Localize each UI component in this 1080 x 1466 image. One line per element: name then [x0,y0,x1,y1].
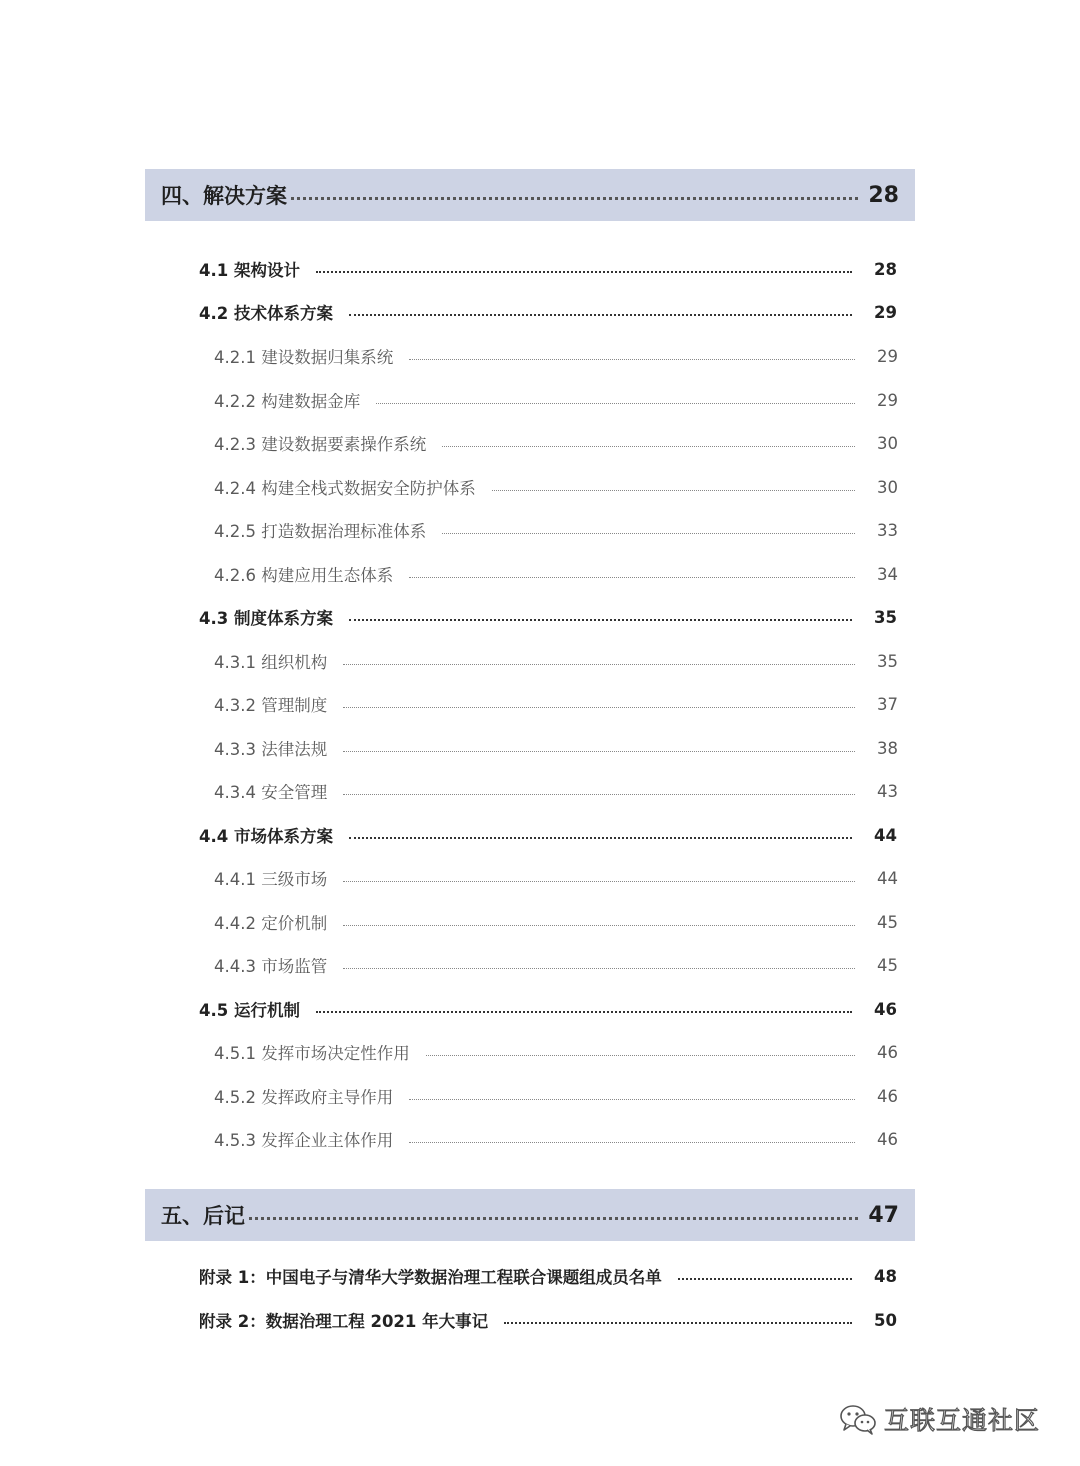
page-number: 46 [877,1129,898,1149]
dot-leader [343,881,855,882]
toc-entry-4-5[interactable] [199,995,897,1023]
toc-entry-4-2-3[interactable] [214,429,898,457]
toc-entry-4-2-4[interactable] [214,473,898,501]
page-number: 44 [877,868,898,888]
page-number: 46 [877,1086,898,1106]
page-number: 44 [874,825,897,845]
dot-leader [343,664,855,665]
page-number: 30 [877,477,898,497]
dot-leader [376,403,855,404]
entry-title: 4.2.6 构建应用生态体系 [214,566,394,585]
page-number: 45 [877,955,898,975]
toc-entry-4-2-1[interactable] [214,342,898,370]
chapter-title: 四、解决方案 [161,184,287,208]
entry-title: 4.3.2 管理制度 [214,696,328,715]
page-number: 43 [877,781,898,801]
entry-title: 4.1 架构设计 [199,261,300,280]
watermark [838,1399,1040,1439]
entry-title: 4.2.5 打造数据治理标准体系 [214,522,427,541]
wechat-icon [838,1403,878,1435]
dot-leader [343,707,855,708]
dot-leader [349,619,852,621]
page-number: 48 [874,1266,897,1286]
toc-entry-4-3-2[interactable] [214,690,898,718]
watermark-text: 互联互通社区 [884,1406,1041,1435]
toc-entry-4-4[interactable] [199,821,897,849]
chapter-title: 五、后记 [161,1204,245,1228]
dot-leader [349,314,852,316]
toc-entry-4-4-1[interactable] [214,864,898,892]
entry-title: 4.4 市场体系方案 [199,827,333,846]
page-number: 29 [877,390,898,410]
entry-title: 4.5 运行机制 [199,1001,300,1020]
entry-title: 4.4.3 市场监管 [214,957,328,976]
toc-entry-4-2-2[interactable] [214,386,898,414]
entry-title: 4.5.2 发挥政府主导作用 [214,1088,394,1107]
entry-title: 4.2.3 建设数据要素操作系统 [214,435,427,454]
entry-title: 4.2.4 构建全栈式数据安全防护体系 [214,479,476,498]
dot-leader [678,1278,852,1280]
dot-leader [492,490,855,491]
toc-entry-4-1[interactable] [199,255,897,283]
toc-entry-4-5-2[interactable] [214,1082,898,1110]
entry-title: 4.2 技术体系方案 [199,304,333,323]
toc-chapter-5[interactable] [145,1189,915,1241]
page-number: 47 [868,1202,899,1228]
toc-entry-4-3-4[interactable] [214,777,898,805]
toc-appendix-2[interactable] [199,1306,897,1334]
entry-title: 附录 2：数据治理工程 2021 年大事记 [199,1312,489,1331]
toc-entry-4-3[interactable] [199,603,897,631]
entry-title: 4.4.2 定价机制 [214,914,328,933]
entry-title: 4.5.3 发挥企业主体作用 [214,1131,394,1150]
toc-entry-4-2-6[interactable] [214,560,898,588]
page-number: 35 [877,651,898,671]
dot-leader [409,1142,855,1143]
dot-leader [409,359,855,360]
page-number: 38 [877,738,898,758]
dot-leader [343,751,855,752]
page-number: 50 [874,1310,897,1330]
toc-entry-4-5-3[interactable] [214,1125,898,1153]
toc-entry-4-2-5[interactable] [214,516,898,544]
page-number: 45 [877,912,898,932]
dot-leader [316,1011,852,1013]
dot-leader [349,837,852,839]
entry-title: 4.4.1 三级市场 [214,870,328,889]
entry-title: 4.5.1 发挥市场决定性作用 [214,1044,410,1063]
dot-leader [343,968,855,969]
dot-leader [409,1099,855,1100]
page-number: 37 [877,694,898,714]
dot-leader [504,1322,852,1324]
dot-leader [249,1217,858,1220]
toc-entry-4-2[interactable] [199,298,897,326]
toc-appendix-1[interactable] [199,1262,897,1290]
entry-title: 4.2.2 构建数据金库 [214,392,361,411]
dot-leader [343,794,855,795]
dot-leader [442,533,855,534]
toc-entry-4-4-2[interactable] [214,908,898,936]
page-number: 46 [877,1042,898,1062]
page-number: 28 [874,259,897,279]
dot-leader [426,1055,855,1056]
dot-leader [343,925,855,926]
dot-leader [291,197,858,200]
page-number: 29 [877,346,898,366]
page-number: 35 [874,607,897,627]
page-number: 46 [874,999,897,1019]
entry-title: 附录 1：中国电子与清华大学数据治理工程联合课题组成员名单 [199,1268,662,1287]
entry-title: 4.3.1 组织机构 [214,653,328,672]
toc-entry-4-5-1[interactable] [214,1038,898,1066]
entry-title: 4.3.4 安全管理 [214,783,328,802]
toc-entry-4-3-1[interactable] [214,647,898,675]
page-number: 33 [877,520,898,540]
toc-entry-4-3-3[interactable] [214,734,898,762]
page-number: 29 [874,302,897,322]
page-number: 30 [877,433,898,453]
entry-title: 4.3 制度体系方案 [199,609,333,628]
dot-leader [442,446,855,447]
page-number: 34 [877,564,898,584]
page-number: 28 [868,182,899,208]
dot-leader [409,577,855,578]
entry-title: 4.2.1 建设数据归集系统 [214,348,394,367]
toc-chapter-4[interactable] [145,169,915,221]
toc-entry-4-4-3[interactable] [214,951,898,979]
dot-leader [316,271,852,273]
entry-title: 4.3.3 法律法规 [214,740,328,759]
